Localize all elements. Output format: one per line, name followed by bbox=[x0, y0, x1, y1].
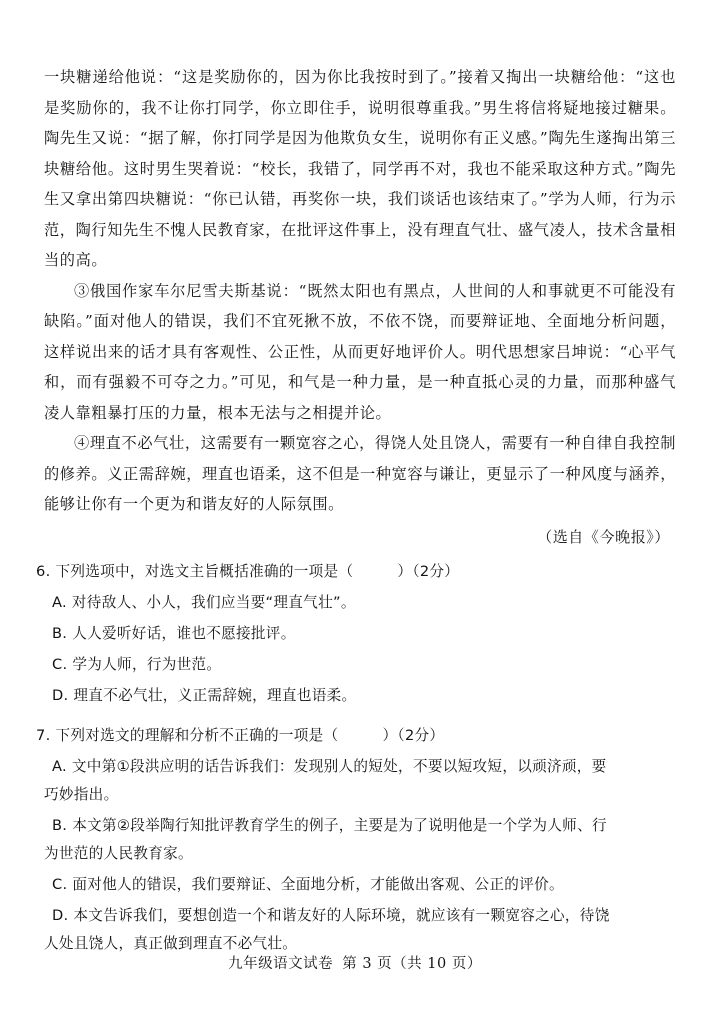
question-7-option-d-line1: D. 本文告诉我们，要想创造一个和谐友好的人际环境，就应该有一颗宽容之心，待饶 bbox=[52, 906, 610, 924]
question-7-score: ）（2分） bbox=[382, 726, 445, 744]
passage-paragraph-3: ③俄国作家车尔尼雪夫斯基说：“既然太阳也有黑点，人世间的人和事就更不可能没有缺陷。”面对他人的错误，我们不宜死揪不放，不依不饶，而要辩证地、全面地分析问题，这样说出来的话才具有客观性、公正性，从而更好地评价人。明代思想家吕坤说：“心平气和，而有强毅不可夺之力。”可见，和气是一种力量，是一种直抵心灵的力量，而那种盛气凌人靠粗暴打压的力量，根本无法与之相提并论。 bbox=[44, 281, 676, 422]
passage-paragraph-4: ④理直不必气壮，这需要有一颗宽容之心，得饶人处且饶人，需要有一种自律自我控制的修养。义正需辞婉，理直也语柔，这不但是一种宽容与谦让，更显示了一种风度与涵养，能够让你有一个更为和谐友好的人际氛围。 bbox=[44, 434, 676, 513]
question-7-option-a bbox=[44, 753, 676, 809]
question-7-option-d bbox=[44, 902, 676, 958]
question-6-stem bbox=[36, 558, 676, 586]
question-6-option-d: D. 理直不必气壮，义正需辞婉，理直也语柔。 bbox=[52, 686, 357, 704]
question-6-option-b: B. 人人爱听好话，谁也不愿接批评。 bbox=[52, 624, 296, 642]
question-7-option-b-line2: 为世范的人民教育家。 bbox=[44, 844, 193, 862]
passage-paragraph-1: 一块糖递给他说：“这是奖励你的，因为你比我按时到了。”接着又掏出一块糖给他：“这也是奖励你的，我不让你打同学，你立即住手，说明很尊重我。”男生将信将疑地接过糖果。陶先生又说：“据了解，你打同学是因为他欺负女生，说明你有正义感。”陶先生遂掏出第三块糖给他。这时男生哭着说：“校长，我错了，同学再不对，我也不能采取这种方式。”陶先生又拿出第四块糖说：“你已认错，再奖你一块，我们谈话也该结束了。”学为人师，行为示范，陶行知先生不愧人民教育家，在批评这件事上，没有理直气壮、盛气凌人，技术含量相当的高。 bbox=[44, 68, 676, 269]
question-7 bbox=[36, 722, 676, 958]
question-7-stem-text: 7. 下列对选文的理解和分析不正确的一项是（ bbox=[36, 726, 339, 744]
question-7-option-a-line1: A. 文中第①段洪应明的话告诉我们：发现别人的短处，不要以短攻短，以顽济顽，要 bbox=[52, 757, 607, 775]
footer-exam-title: 九年级语文试卷 bbox=[228, 956, 334, 972]
question-6 bbox=[36, 558, 676, 710]
page-footer bbox=[0, 952, 710, 973]
question-6-option-c: C. 学为人师，行为世范。 bbox=[52, 655, 222, 673]
question-7-option-a-line2: 巧妙指出。 bbox=[44, 785, 119, 803]
footer-page-number: 第 3 页（共 10 页） bbox=[342, 956, 482, 972]
passage-source: （选自《今晚报》） bbox=[537, 527, 670, 546]
question-7-stem bbox=[36, 722, 676, 750]
question-7-option-b bbox=[44, 812, 676, 868]
question-7-option-b-line1: B. 本文第②段举陶行知批评教育学生的例子，主要是为了说明他是一个学为人师、行 bbox=[52, 816, 607, 834]
question-6-stem-text: 6. 下列选项中，对选文主旨概括准确的一项是（ bbox=[36, 562, 354, 580]
question-6-option-a: A. 对待敌人、小人，我们应当要“理直气壮”。 bbox=[52, 593, 356, 611]
question-6-score: ）（2分） bbox=[397, 562, 460, 580]
question-7-option-c: C. 面对他人的错误，我们要辩证、全面地分析，才能做出客观、公正的评价。 bbox=[52, 875, 564, 893]
question-7-option-d-line2: 人处且饶人，真正做到理直不必气壮。 bbox=[44, 934, 298, 952]
